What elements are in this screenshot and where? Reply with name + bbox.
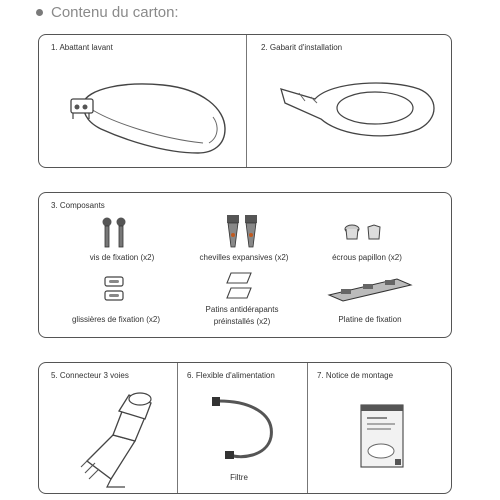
screws-icon [97, 217, 133, 249]
plate-label: Platine de fixation [338, 315, 402, 324]
box3-divider-1 [177, 363, 178, 493]
supply-hose-illustration [209, 393, 283, 467]
slides-label: glissières de fixation (x2) [71, 315, 161, 324]
wing-nuts-icon [341, 223, 385, 245]
manual-title: 7. Notice de montage [317, 371, 394, 380]
anti-slip-pads-icon [225, 271, 255, 301]
hose-title: 6. Flexible d'alimentation [187, 371, 275, 380]
connector-title: 5. Connecteur 3 voies [51, 371, 129, 380]
box-seat-and-template [38, 34, 452, 168]
components-title: 3. Composants [51, 201, 105, 210]
box-connector-hose-manual [38, 362, 452, 494]
fixing-slides-icon [103, 275, 125, 303]
screws-label: vis de fixation (x2) [89, 253, 155, 262]
box-components [38, 192, 452, 338]
filter-label: Filtre [230, 473, 248, 482]
contents-heading-text: Contenu du carton: [51, 4, 179, 21]
wing-nuts-label: écrous papillon (x2) [332, 253, 402, 262]
box1-divider [246, 35, 247, 167]
anchors-label: chevilles expansives (x2) [199, 253, 289, 262]
mounting-plate-icon [327, 275, 413, 305]
pads-label-line2: préinstallés (x2) [213, 317, 271, 326]
contents-heading [36, 4, 179, 21]
three-way-connector-illustration [67, 389, 167, 489]
pads-label-line1: Patins antidérapants [205, 305, 279, 314]
expansion-anchors-icon [223, 213, 263, 249]
installation-manual-illustration [359, 403, 405, 469]
bullet-icon [36, 9, 43, 16]
bidet-seat-illustration [53, 59, 233, 159]
template-title: 2. Gabarit d'installation [261, 43, 343, 52]
seat-title: 1. Abattant lavant [51, 43, 113, 52]
box3-divider-2 [307, 363, 308, 493]
installation-template-illustration [271, 75, 441, 145]
